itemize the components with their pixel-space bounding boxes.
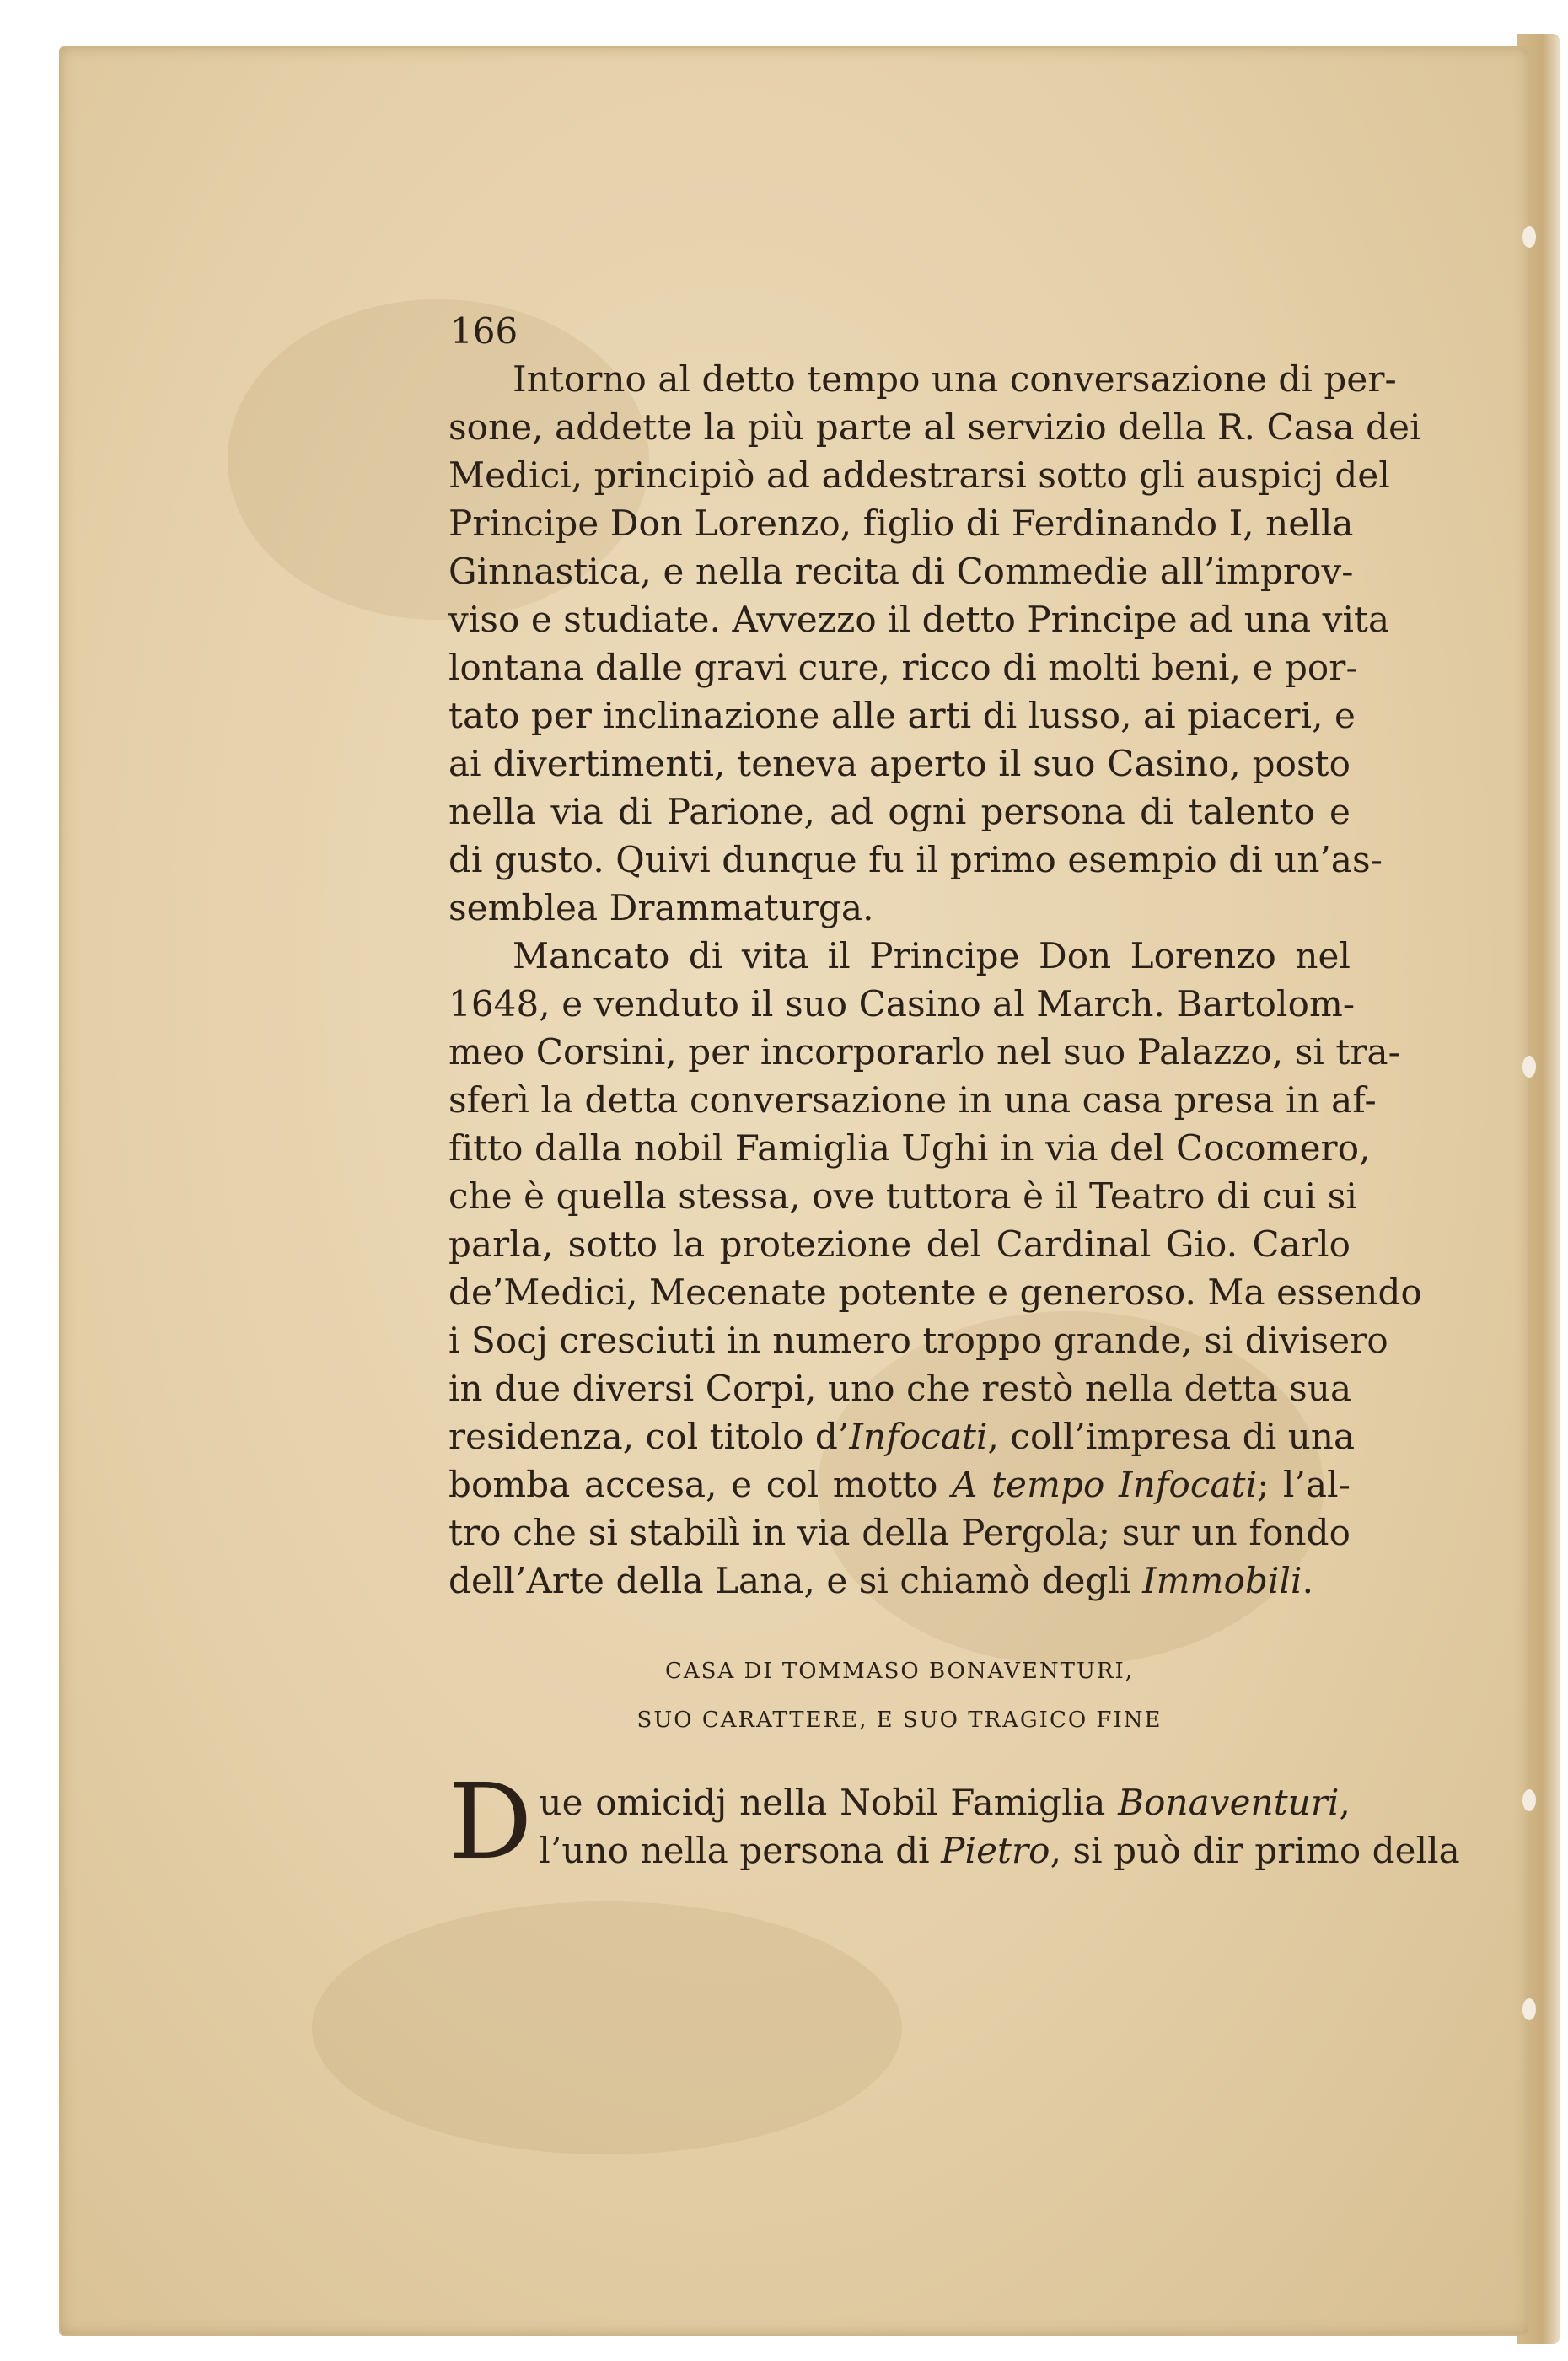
text-fragment: . — [1302, 1560, 1314, 1601]
italic-term: Pietro — [941, 1830, 1050, 1871]
text-line: che è quella stessa, ove tuttora è il Teatro di cui si — [448, 1175, 1357, 1217]
text-line — [448, 1778, 1351, 1826]
binding-hole — [1522, 1998, 1536, 2020]
italic-motto: A tempo Infocati — [952, 1464, 1258, 1505]
binding-hole — [1522, 1056, 1536, 1078]
text-fragment: , coll’impresa di una — [987, 1416, 1356, 1457]
text-line: semblea Drammaturga. — [448, 887, 874, 928]
text-line — [448, 1826, 1460, 1874]
text-fragment: residenza, col titolo d’ — [448, 1416, 850, 1457]
text-line: 1648, e venduto il suo Casino al March. Bartolom- — [448, 983, 1356, 1025]
italic-term: Infocati — [849, 1416, 988, 1457]
text-line: di gusto. Quivi dunque fu il primo esempio di un’as- — [448, 839, 1383, 880]
text-fragment: l’uno nella persona di — [539, 1830, 942, 1871]
text-line — [448, 1460, 1351, 1509]
text-line: ai divertimenti, teneva aperto il suo Casino, posto — [448, 743, 1351, 784]
paragraph-3 — [448, 1761, 1460, 1883]
paragraph-2 — [448, 932, 1422, 1605]
text-line: Medici, principiò ad addestrarsi sotto gli auspicj del — [448, 454, 1390, 496]
heading-line-1: CASA DI TOMMASO BONAVENTURI, — [665, 1659, 1134, 1684]
binding-hole — [1522, 226, 1536, 248]
text-line — [448, 1412, 1356, 1460]
text-line: sferì la detta conversazione in una casa presa in af- — [448, 1079, 1377, 1121]
drop-cap: D — [448, 1761, 533, 1883]
paragraph-3-body — [448, 1761, 1460, 1883]
text-line: Intorno al detto tempo una conversazione di per- — [513, 358, 1397, 400]
text-fragment: ue omicidj nella Nobil Famiglia — [539, 1782, 1119, 1823]
text-line: i Socj cresciuti in numero troppo grande, si divisero — [448, 1320, 1388, 1361]
text-line: in due diversi Corpi, uno che restò nella detta sua — [448, 1368, 1352, 1409]
text-fragment: bomba accesa, e col motto — [448, 1464, 953, 1505]
page-text — [448, 308, 1460, 1883]
text-line: Ginnastica, e nella recita di Commedie all’improv- — [448, 551, 1354, 592]
text-fragment: dell’Arte della Lana, e si chiamò degli — [448, 1560, 1143, 1601]
text-line: Mancato di vita il Principe Don Lorenzo nel — [513, 935, 1351, 976]
text-line: parla, sotto la protezione del Cardinal Gio. Carlo — [448, 1224, 1351, 1265]
text-line: Principe Don Lorenzo, figlio di Ferdinando I, nella — [448, 503, 1354, 544]
text-line: sone, addette la più parte al servizio della R. Casa dei — [448, 406, 1421, 448]
text-line: fitto dalla nobil Famiglia Ughi in via del Cocomero, — [448, 1127, 1371, 1169]
heading-line-2: SUO CARATTERE, E SUO TRAGICO FINE — [636, 1708, 1163, 1733]
text-fragment: ; l’al- — [1257, 1464, 1351, 1505]
section-heading — [448, 1647, 1351, 1745]
text-line: nella via di Parione, ad ogni persona di talento e — [448, 791, 1351, 832]
paragraph-1 — [448, 355, 1421, 932]
text-fragment: , — [1339, 1782, 1351, 1823]
text-line: viso e studiate. Avvezzo il detto Principe ad una vita — [448, 599, 1390, 640]
page-number: 166 — [450, 310, 518, 352]
text-line: lontana dalle gravi cure, ricco di molti beni, e por- — [448, 647, 1358, 688]
text-line — [448, 1557, 1351, 1605]
text-line: de’Medici, Mecenate potente e generoso. Ma essendo — [448, 1272, 1422, 1313]
italic-term: Immobili — [1142, 1560, 1302, 1601]
binding-hole — [1522, 1789, 1536, 1811]
paper-stain — [312, 1901, 902, 2154]
italic-term: Bonaventuri — [1118, 1782, 1340, 1823]
text-line: tro che si stabilì in via della Pergola; sur un fondo — [448, 1512, 1351, 1553]
text-line: meo Corsini, per incorporarlo nel suo Palazzo, si tra- — [448, 1031, 1400, 1073]
text-fragment: , si può dir primo della — [1050, 1830, 1460, 1871]
text-line: tato per inclinazione alle arti di lusso, ai piaceri, e — [448, 695, 1356, 736]
